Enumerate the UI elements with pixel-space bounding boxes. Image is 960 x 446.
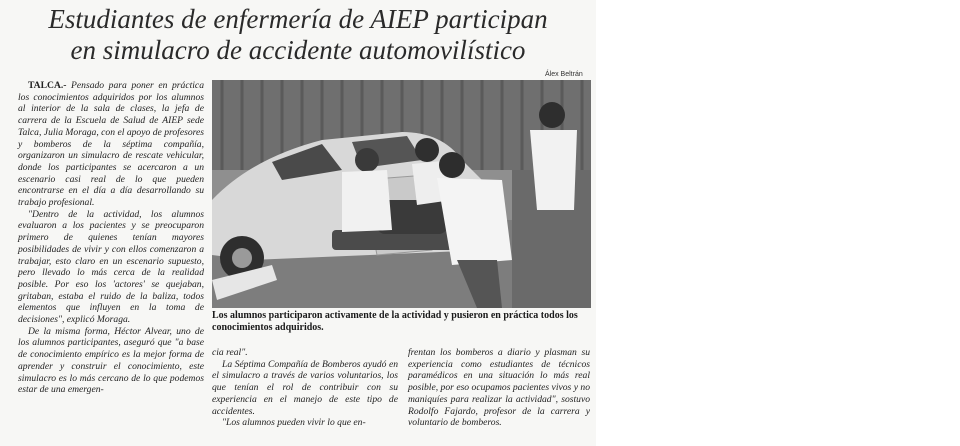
headline-line-1: Estudiantes de enfermería de AIEP participan (48, 4, 548, 34)
accident-simulation-photo (212, 80, 591, 308)
article-column-1 (18, 80, 204, 396)
headline-line-2: en simulacro de accidente automovilístico (70, 35, 526, 65)
article-column-2 (212, 347, 398, 429)
paragraph-1 (18, 80, 204, 209)
dateline: TALCA.- (28, 80, 67, 91)
paragraph-1-text: Pensado para poner en práctica los conocimientos adquiridos por los alumnos al interior de la sala de clases, la jefa de carrera de la Escuela de Salud de AIEP sede Talca, Julia Moraga, con el apoyo de profesores y bomberos de la séptima compañía, organizaron un simulacro de rescate vehicular, donde los participantes se acercaron a un escenario casi real de lo que pueden encontrarse en el día a día desarrollando su trabajo profesional. (18, 80, 204, 209)
photo-caption: Los alumnos participaron activamente de la actividad y pusieron en práctica todos los conocimientos adquiridos. (212, 310, 578, 333)
paragraph-3: De la misma forma, Héctor Alvear, uno de los alumnos participantes, aseguró que "a base de conocimiento empírico es la mejor forma de aprender y construir el conocimiento, este simulacro es lo más cercano de lo que podemos estar de una emergen- (18, 325, 204, 396)
paragraph-5: La Séptima Compañía de Bomberos ayudó en el simulacro a través de varios voluntarios, los que tenían el rol de contribuir con su experiencia en el manejo de este tipo de accidentes. (212, 358, 398, 417)
paragraph-7: frentan los bomberos a diario y plasman su experiencia como estudiantes de técnicos paramédicos en una situación lo más real posible, por eso ocupamos pacientes vivos y no maniquíes para realizar la actividad", sostuvo Rodolfo Fajardo, profesor de la carrera y voluntario de bomberos. (408, 347, 590, 429)
article-column-3 (408, 347, 590, 429)
headline (0, 4, 596, 66)
paragraph-6: "Los alumnos pueden vivir lo que en- (222, 417, 366, 429)
paragraph-4: cia real". (212, 347, 248, 358)
photo-credit: Álex Beltrán (545, 71, 583, 78)
paragraph-2: "Dentro de la actividad, los alumnos evaluaron a los pacientes y se preocuparon primero de quienes tenían mayores posibilidades de vivir y con ellos comenzaron a trabajar, esto claro en un escenario supuesto, pero llevado lo más cerca de la realidad posible. Por eso los 'actores' se quejaban, gritaban, estaba el ruido de la baliza, todos elementos que influyen en la toma de decisiones", explicó Moraga. (18, 208, 204, 326)
